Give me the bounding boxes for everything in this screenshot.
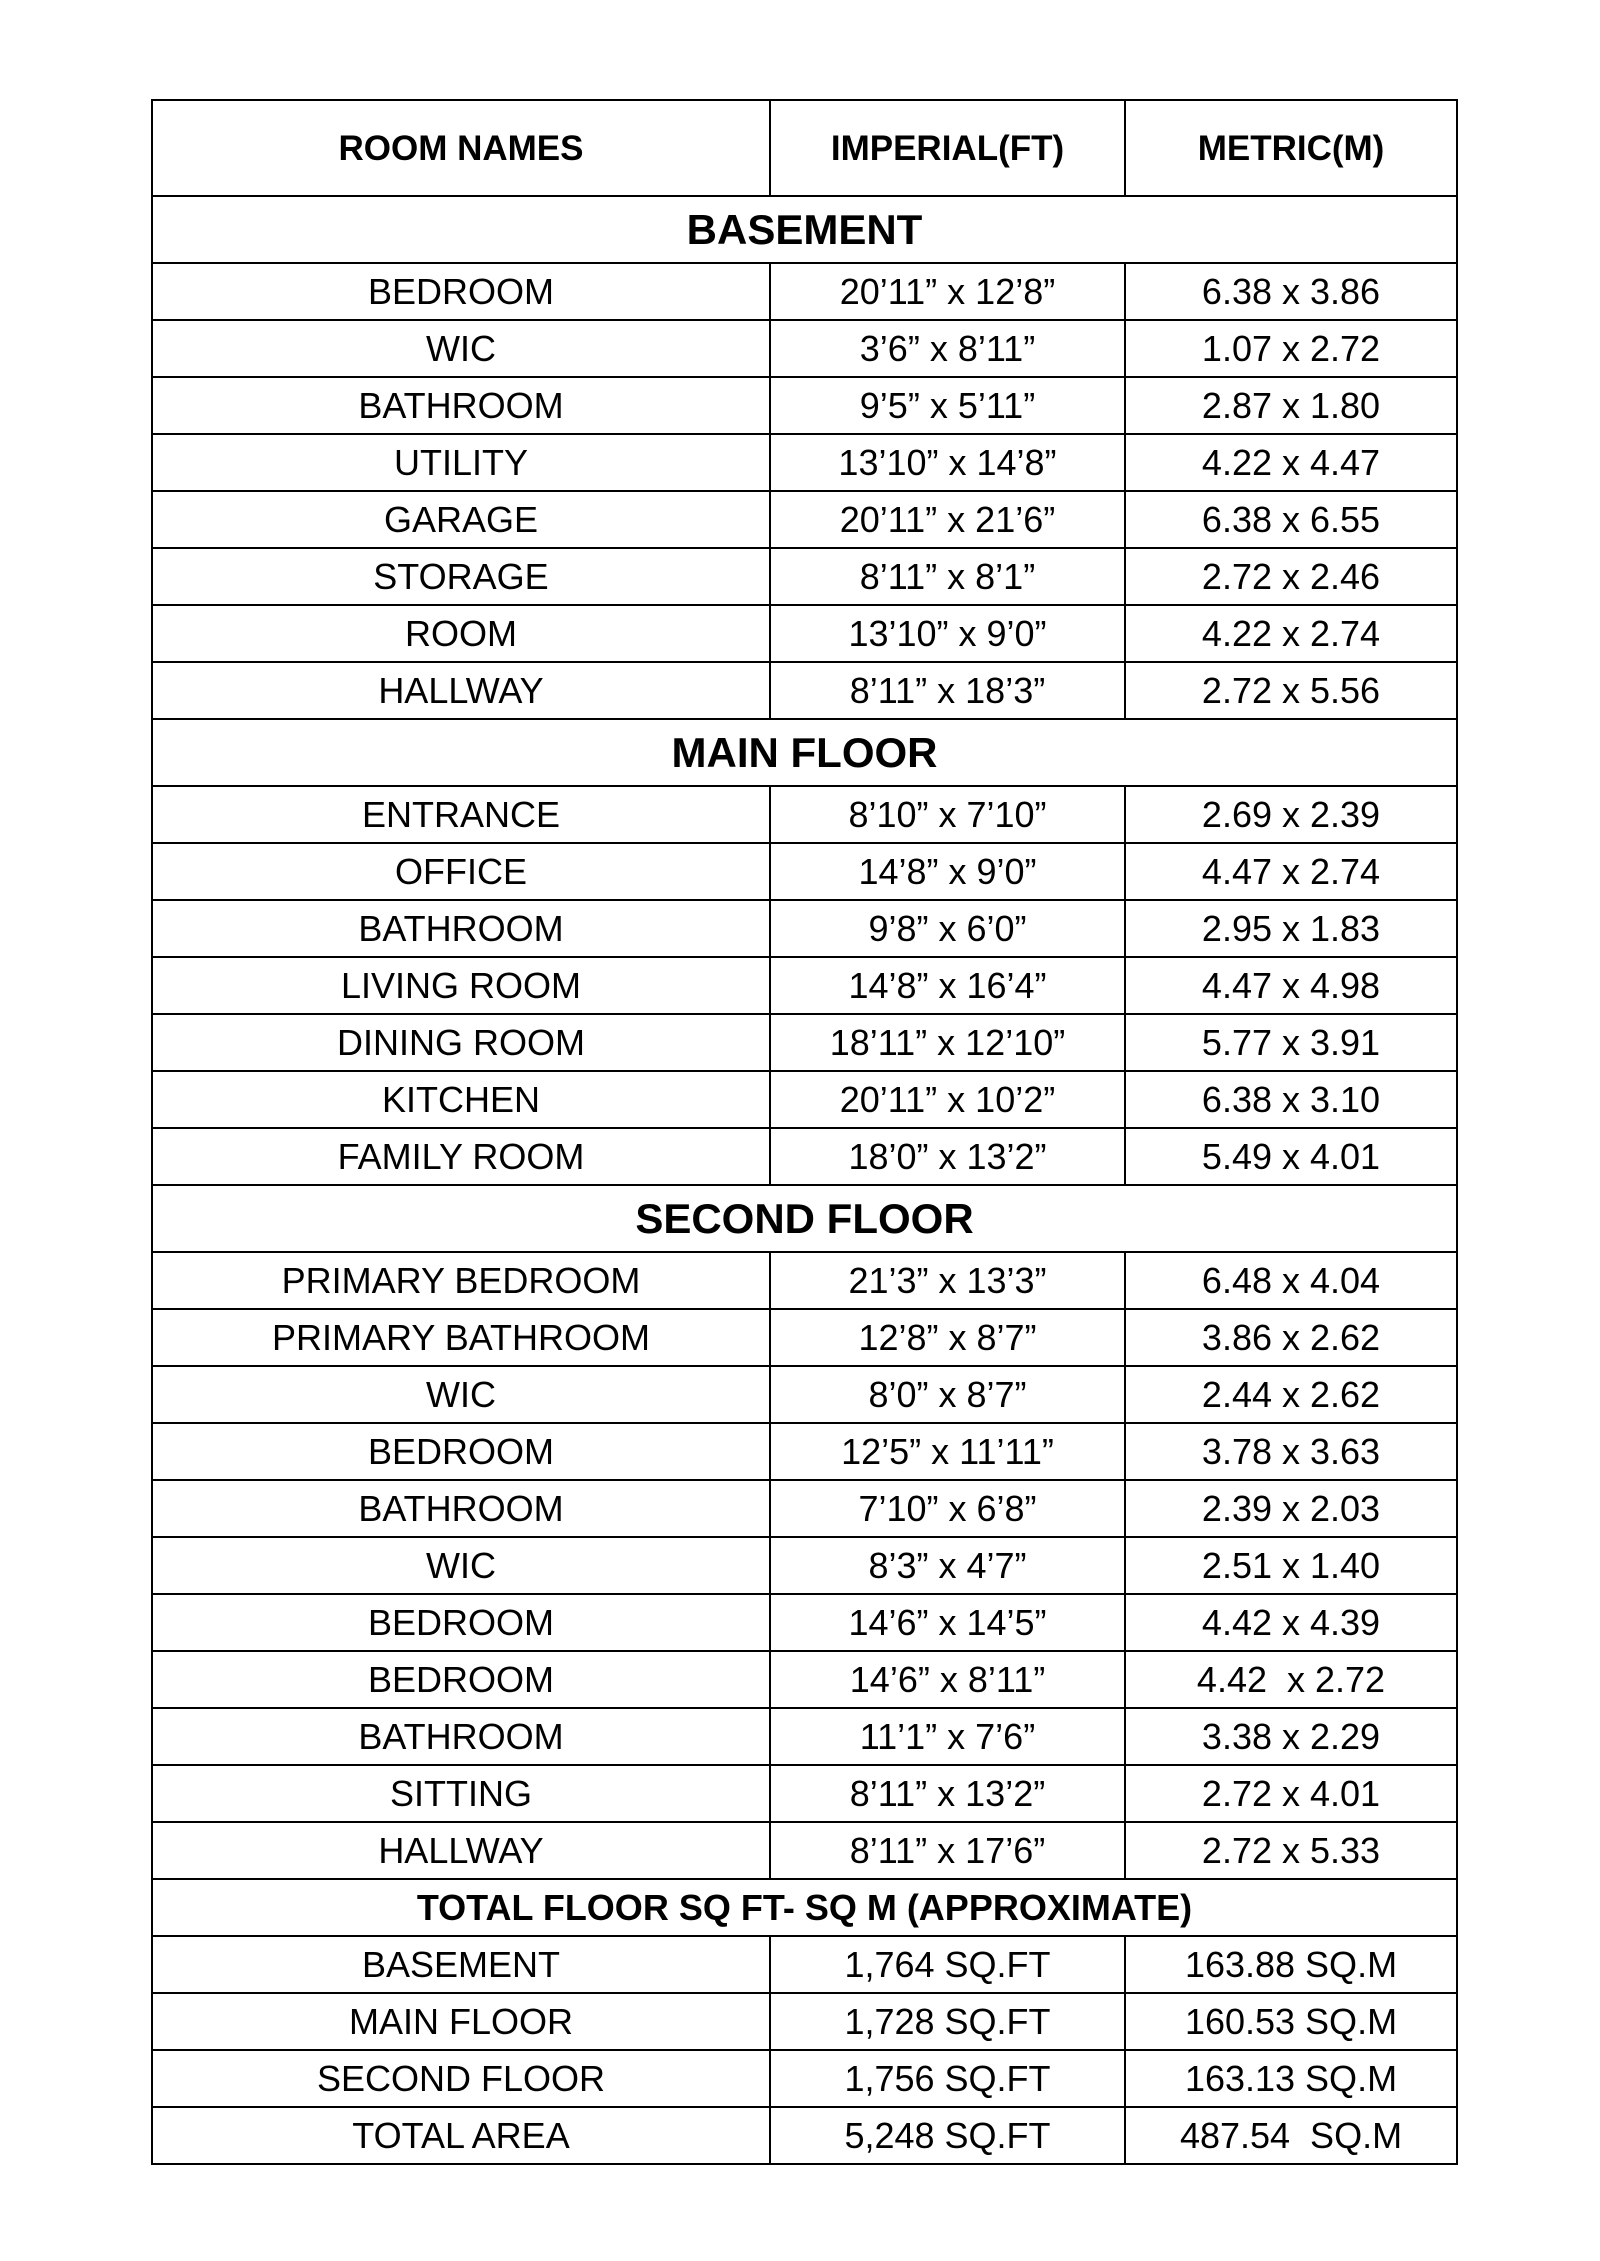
imperial-cell: 20’11” x 10’2” [770,1071,1125,1128]
room-name-cell: BATHROOM [152,1708,770,1765]
metric-cell: 4.47 x 2.74 [1125,843,1457,900]
imperial-cell: 5,248 SQ.FT [770,2107,1125,2164]
metric-cell: 2.51 x 1.40 [1125,1537,1457,1594]
metric-cell: 4.42 x 2.72 [1125,1651,1457,1708]
metric-cell: 5.77 x 3.91 [1125,1014,1457,1071]
imperial-cell: 8’11” x 8’1” [770,548,1125,605]
room-name-cell: KITCHEN [152,1071,770,1128]
table-row [152,1366,1457,1423]
imperial-cell: 18’11” x 12’10” [770,1014,1125,1071]
room-name-cell: GARAGE [152,491,770,548]
imperial-cell: 9’8” x 6’0” [770,900,1125,957]
metric-cell: 6.38 x 6.55 [1125,491,1457,548]
table-row [152,1651,1457,1708]
imperial-cell: 1,728 SQ.FT [770,1993,1125,2050]
metric-cell: 4.22 x 2.74 [1125,605,1457,662]
totals-title: TOTAL FLOOR SQ FT- SQ M (APPROXIMATE) [152,1879,1457,1936]
imperial-cell: 9’5” x 5’11” [770,377,1125,434]
metric-cell: 487.54 SQ.M [1125,2107,1457,2164]
room-name-cell: WIC [152,1366,770,1423]
imperial-cell: 8’11” x 13’2” [770,1765,1125,1822]
room-name-cell: OFFICE [152,843,770,900]
imperial-cell: 3’6” x 8’11” [770,320,1125,377]
table-row [152,843,1457,900]
imperial-cell: 14’6” x 8’11” [770,1651,1125,1708]
imperial-cell: 8’11” x 18’3” [770,662,1125,719]
metric-cell: 2.72 x 5.33 [1125,1822,1457,1879]
room-name-cell: UTILITY [152,434,770,491]
room-name-cell: PRIMARY BEDROOM [152,1252,770,1309]
metric-cell: 3.38 x 2.29 [1125,1708,1457,1765]
header-imperial: IMPERIAL(FT) [770,100,1125,196]
header-room-names: ROOM NAMES [152,100,770,196]
metric-cell: 2.72 x 2.46 [1125,548,1457,605]
section-header-row [152,719,1457,786]
metric-cell: 2.72 x 5.56 [1125,662,1457,719]
room-dimensions-table [151,99,1458,2165]
room-name-cell: TOTAL AREA [152,2107,770,2164]
table-row [152,1765,1457,1822]
metric-cell: 4.47 x 4.98 [1125,957,1457,1014]
table-row [152,1708,1457,1765]
imperial-cell: 21’3” x 13’3” [770,1252,1125,1309]
room-name-cell: WIC [152,320,770,377]
metric-cell: 2.39 x 2.03 [1125,1480,1457,1537]
room-name-cell: BEDROOM [152,1594,770,1651]
table-row [152,1993,1457,2050]
imperial-cell: 13’10” x 9’0” [770,605,1125,662]
metric-cell: 3.86 x 2.62 [1125,1309,1457,1366]
room-name-cell: HALLWAY [152,662,770,719]
metric-cell: 160.53 SQ.M [1125,1993,1457,2050]
table-row [152,1252,1457,1309]
metric-cell: 163.88 SQ.M [1125,1936,1457,1993]
section-title: SECOND FLOOR [152,1185,1457,1252]
table-row [152,320,1457,377]
table-row [152,900,1457,957]
table-row [152,1071,1457,1128]
table-row [152,786,1457,843]
section-header-row [152,1185,1457,1252]
imperial-cell: 12’5” x 11’11” [770,1423,1125,1480]
table-row [152,662,1457,719]
table-row [152,1822,1457,1879]
room-name-cell: MAIN FLOOR [152,1993,770,2050]
room-name-cell: HALLWAY [152,1822,770,1879]
room-name-cell: BEDROOM [152,263,770,320]
imperial-cell: 7’10” x 6’8” [770,1480,1125,1537]
imperial-cell: 8’11” x 17’6” [770,1822,1125,1879]
room-name-cell: SECOND FLOOR [152,2050,770,2107]
metric-cell: 1.07 x 2.72 [1125,320,1457,377]
imperial-cell: 18’0” x 13’2” [770,1128,1125,1185]
totals-header-row [152,1879,1457,1936]
metric-cell: 2.87 x 1.80 [1125,377,1457,434]
header-metric: METRIC(M) [1125,100,1457,196]
table-row [152,605,1457,662]
imperial-cell: 14’8” x 16’4” [770,957,1125,1014]
table-row [152,1309,1457,1366]
table-row [152,491,1457,548]
imperial-cell: 20’11” x 12’8” [770,263,1125,320]
table-row [152,957,1457,1014]
metric-cell: 2.95 x 1.83 [1125,900,1457,957]
metric-cell: 2.72 x 4.01 [1125,1765,1457,1822]
metric-cell: 3.78 x 3.63 [1125,1423,1457,1480]
table-row [152,377,1457,434]
imperial-cell: 8’3” x 4’7” [770,1537,1125,1594]
imperial-cell: 14’6” x 14’5” [770,1594,1125,1651]
table-row [152,1936,1457,1993]
table-row [152,1128,1457,1185]
table-row [152,2050,1457,2107]
metric-cell: 6.38 x 3.86 [1125,263,1457,320]
section-title: BASEMENT [152,196,1457,263]
imperial-cell: 1,756 SQ.FT [770,2050,1125,2107]
table-row [152,1480,1457,1537]
imperial-cell: 8’10” x 7’10” [770,786,1125,843]
imperial-cell: 11’1” x 7’6” [770,1708,1125,1765]
imperial-cell: 8’0” x 8’7” [770,1366,1125,1423]
room-name-cell: SITTING [152,1765,770,1822]
table-row [152,1423,1457,1480]
room-name-cell: STORAGE [152,548,770,605]
room-name-cell: BEDROOM [152,1651,770,1708]
room-name-cell: BATHROOM [152,377,770,434]
table-row [152,1014,1457,1071]
section-title: MAIN FLOOR [152,719,1457,786]
header-row [152,100,1457,196]
metric-cell: 4.22 x 4.47 [1125,434,1457,491]
metric-cell: 2.69 x 2.39 [1125,786,1457,843]
room-name-cell: ENTRANCE [152,786,770,843]
metric-cell: 4.42 x 4.39 [1125,1594,1457,1651]
metric-cell: 2.44 x 2.62 [1125,1366,1457,1423]
table-row [152,2107,1457,2164]
imperial-cell: 20’11” x 21’6” [770,491,1125,548]
section-header-row [152,196,1457,263]
table-row [152,548,1457,605]
imperial-cell: 14’8” x 9’0” [770,843,1125,900]
table-row [152,263,1457,320]
metric-cell: 6.38 x 3.10 [1125,1071,1457,1128]
room-name-cell: BEDROOM [152,1423,770,1480]
room-name-cell: BATHROOM [152,1480,770,1537]
room-name-cell: ROOM [152,605,770,662]
room-name-cell: DINING ROOM [152,1014,770,1071]
room-name-cell: LIVING ROOM [152,957,770,1014]
table-row [152,1594,1457,1651]
imperial-cell: 1,764 SQ.FT [770,1936,1125,1993]
metric-cell: 5.49 x 4.01 [1125,1128,1457,1185]
table-row [152,1537,1457,1594]
room-name-cell: FAMILY ROOM [152,1128,770,1185]
imperial-cell: 13’10” x 14’8” [770,434,1125,491]
room-name-cell: WIC [152,1537,770,1594]
room-name-cell: BASEMENT [152,1936,770,1993]
room-name-cell: PRIMARY BATHROOM [152,1309,770,1366]
metric-cell: 163.13 SQ.M [1125,2050,1457,2107]
room-name-cell: BATHROOM [152,900,770,957]
imperial-cell: 12’8” x 8’7” [770,1309,1125,1366]
table-row [152,434,1457,491]
metric-cell: 6.48 x 4.04 [1125,1252,1457,1309]
table-body [152,100,1457,2164]
